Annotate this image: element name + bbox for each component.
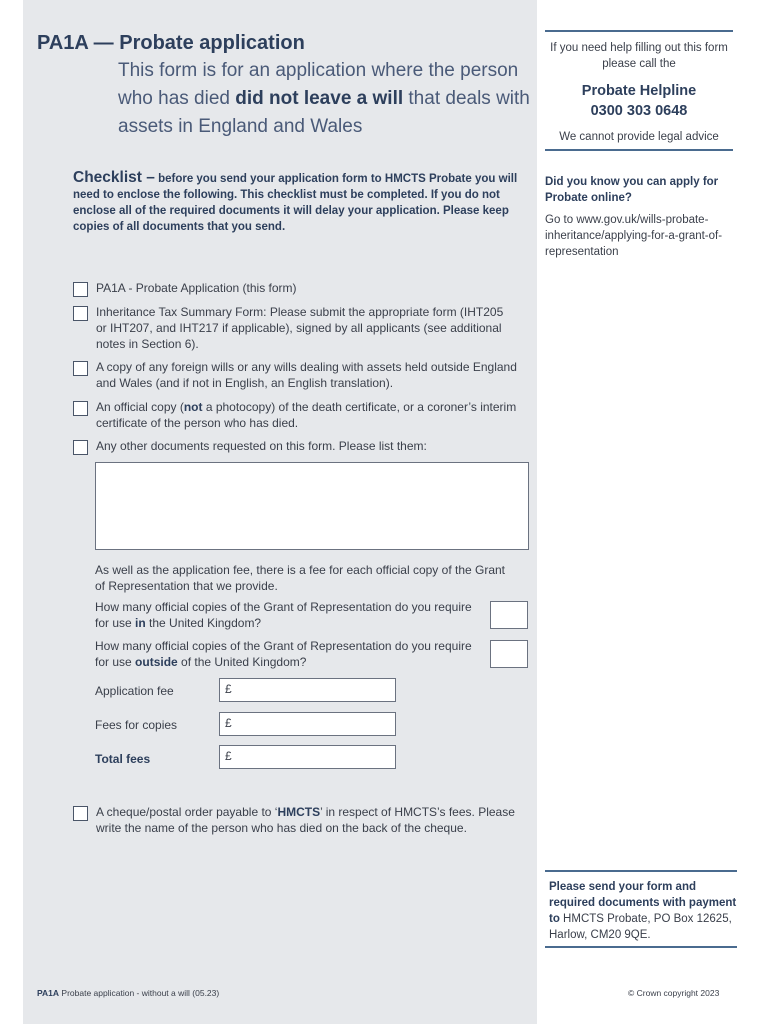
checklist-item-label: Inheritance Tax Summary Form: Please submit the appropriate form (IHT205 or IHT207, and IHT217 if applicable), signed by all applicants (see additional notes in Section 6). [96,305,504,351]
footer-description: Probate application - without a will (05.23) [59,988,220,998]
help-intro: If you need help filling out this form please call the [545,30,733,72]
item-4-text: An official copy ( [96,400,184,414]
currency-symbol: £ [225,682,232,696]
send-address: HMCTS Probate, PO Box 12625, Harlow, CM20 9QE. [549,913,732,941]
copies-outside-text: How many official copies of the Grant of Representation do you require for use [95,639,472,669]
fee-note: As well as the application fee, there is a fee for each official copy of the Grant of Representation that we provide. [95,563,506,593]
copies-uk-emphasis: in [135,616,146,630]
form-title: PA1A — Probate application [37,32,305,54]
checklist-item-label: Any other documents requested on this form. Please list them: [96,439,427,453]
copies-outside-question [95,638,480,670]
application-fee-label: Application fee [95,684,174,698]
checklist-item-label [96,399,524,431]
item-4-emphasis: not [183,400,203,414]
subtitle-emphasis: did not leave a will [235,88,404,109]
other-documents-textarea[interactable] [95,462,529,550]
apply-online-heading: Did you know you can apply for Probate online? [545,176,719,204]
footer-code: PA1A [37,988,60,998]
cheque-text-end: ’ in respect of HMCTS’s fees. Please write the name of the person who has died on the back of the cheque. [96,805,515,835]
send-instruction: Please send your form and required documents with payment to [549,881,737,925]
copies-fee-label: Fees for copies [95,718,178,732]
currency-symbol: £ [225,749,232,763]
total-fees-input[interactable] [219,745,396,769]
checklist-item-label [96,804,526,836]
checklist-item-foreign-wills [73,359,521,391]
checklist-item-other-documents [73,438,521,455]
item-4-text-end: a photocopy) of the death certificate, or a coroner’s interim certificate of the person who has died. [96,400,517,430]
copies-uk-text: How many official copies of the Grant of Representation do you require for use [95,600,472,630]
checkbox-death-certificate[interactable] [73,401,88,416]
checklist-item-death-certificate [73,399,524,431]
checklist-heading [73,170,525,235]
send-address-box [545,870,737,948]
copies-fee-input[interactable] [219,712,396,736]
checklist-title: Checklist – [73,169,155,186]
checkbox-cheque[interactable] [73,806,88,821]
subtitle-text-2: that deals with assets in England and Wales [118,88,530,137]
helpline-box [545,30,733,151]
cheque-text: A cheque/postal order payable to ‘ [96,805,278,819]
legal-advice-note: We cannot provide legal advice [559,131,719,143]
footer-form-code [37,988,219,998]
subtitle-text-1: This form is for an application where the person who has died [118,60,519,109]
copies-outside-text-end: of the United Kingdom? [177,655,307,669]
apply-online-link[interactable]: Go to www.gov.uk/wills-probate-inheritance/applying-for-a-grant-of-representation [545,214,723,258]
checklist-item-iht [73,304,514,352]
helpline-number: 0300 303 0648 [590,103,688,119]
checklist-item-pa1a [73,280,516,297]
currency-symbol: £ [225,716,232,730]
checklist-item-cheque [73,804,526,836]
cheque-payee: HMCTS [277,805,321,819]
application-fee-input[interactable] [219,678,396,702]
total-fees-label: Total fees [95,752,151,766]
checklist-item-label: A copy of any foreign wills or any wills dealing with assets held outside England and Wales (and if not in English, an English translation). [96,360,517,390]
footer-copyright: © Crown copyright 2023 [628,988,720,998]
checkbox-foreign-wills[interactable] [73,361,88,376]
form-subtitle [118,57,530,141]
checklist-item-label: PA1A - Probate Application (this form) [96,281,297,295]
checkbox-iht[interactable] [73,306,88,321]
copies-uk-input[interactable] [490,601,528,629]
copies-outside-emphasis: outside [135,655,178,669]
copies-uk-text-end: the United Kingdom? [145,616,262,630]
checkbox-pa1a[interactable] [73,282,88,297]
checkbox-other-documents[interactable] [73,440,88,455]
copies-uk-question [95,599,480,631]
checklist-intro: before you send your application form to HMCTS Probate you will need to enclose the following. This checklist must be completed. If you do not enclose all of the required documents it will delay your application. Please keep copies of all documents that you send. [73,173,518,233]
copies-outside-input[interactable] [490,640,528,668]
helpline-name: Probate Helpline [581,83,697,99]
